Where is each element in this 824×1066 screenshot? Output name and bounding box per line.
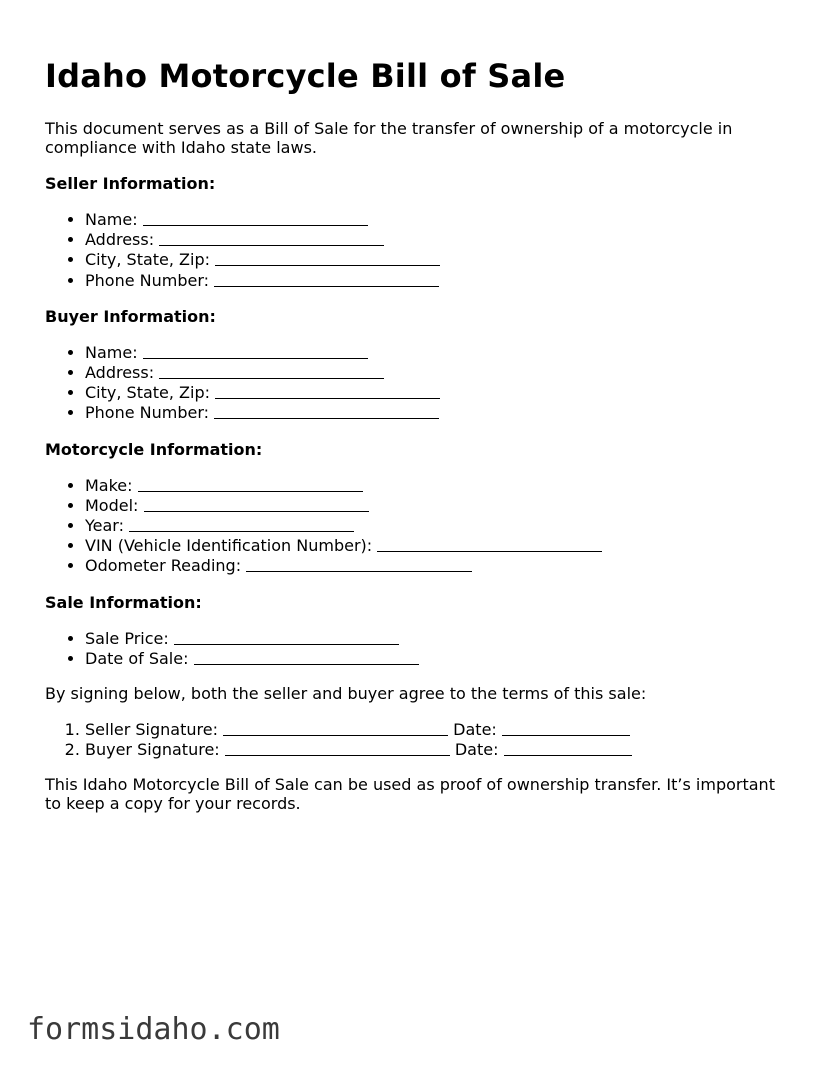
seller-heading: Seller Information: (45, 174, 216, 193)
motorcycle-fields-list (45, 475, 785, 576)
buyer-address-item (85, 362, 785, 382)
field-label: City, State, Zip: (85, 383, 211, 403)
signature-list (45, 719, 785, 759)
intro-paragraph: This document serves as a Bill of Sale for the transfer of ownership of a motorcycle in compliance with Idaho state laws. (45, 119, 733, 157)
field-label: Phone Number: (85, 270, 210, 290)
date-label: Date: (454, 740, 499, 760)
sale-heading: Sale Information: (45, 592, 202, 612)
seller-signature-blank[interactable] (223, 720, 448, 736)
closing-paragraph: This Idaho Motorcycle Bill of Sale can be used as proof of ownership transfer. It’s important to keep a copy for your records. (45, 775, 775, 814)
motorcycle-vin-blank[interactable] (377, 536, 602, 552)
site-watermark: formsidaho.com (27, 1012, 280, 1047)
buyer-phone-item (85, 402, 785, 422)
seller-signature-item (85, 719, 785, 739)
sale-date-blank[interactable] (194, 649, 419, 665)
motorcycle-model-item (85, 495, 785, 515)
motorcycle-make-blank[interactable] (138, 476, 363, 492)
buyer-heading: Buyer Information: (45, 306, 216, 326)
sale-fields-list (45, 628, 785, 668)
buyer-name-blank[interactable] (143, 343, 368, 359)
field-label: Year: (85, 516, 124, 536)
buyer-date-blank[interactable] (504, 740, 632, 756)
buyer-address-blank[interactable] (159, 363, 384, 379)
date-label: Date: (453, 720, 497, 740)
seller-phone-blank[interactable] (214, 271, 439, 287)
field-label: Date of Sale: (85, 648, 189, 668)
seller-name-blank[interactable] (143, 210, 368, 226)
sale-date-item (85, 648, 785, 668)
buyer-signature-item (85, 739, 785, 759)
field-label: Sale Price: (85, 628, 169, 648)
motorcycle-odometer-item (85, 555, 785, 575)
buyer-city-item (85, 382, 785, 402)
seller-city-blank[interactable] (215, 250, 440, 266)
motorcycle-make-item (85, 475, 785, 495)
field-label: Make: (85, 475, 133, 495)
seller-phone-item (85, 270, 785, 290)
page-title: Idaho Motorcycle Bill of Sale (45, 57, 566, 95)
seller-fields-list (45, 209, 785, 290)
motorcycle-heading: Motorcycle Information: (45, 439, 263, 459)
buyer-name-item (85, 342, 785, 362)
field-label: Odometer Reading: (85, 556, 242, 576)
buyer-city-blank[interactable] (215, 383, 440, 399)
field-label: VIN (Vehicle Identification Number): (85, 536, 373, 556)
signature-label: Buyer Signature: (85, 740, 220, 760)
seller-name-item (85, 209, 785, 229)
seller-address-item (85, 229, 785, 249)
document-page (45, 56, 785, 813)
field-label: Address: (85, 363, 155, 383)
field-label: Name: (85, 342, 138, 362)
sale-price-item (85, 628, 785, 648)
field-label: Phone Number: (85, 403, 210, 423)
buyer-signature-blank[interactable] (225, 740, 450, 756)
seller-date-blank[interactable] (502, 720, 630, 736)
buyer-fields-list (45, 342, 785, 423)
motorcycle-odometer-blank[interactable] (246, 556, 472, 572)
agreement-paragraph: By signing below, both the seller and buyer agree to the terms of this sale: (45, 684, 647, 704)
motorcycle-vin-item (85, 535, 785, 555)
field-label: City, State, Zip: (85, 250, 211, 270)
sale-price-blank[interactable] (174, 629, 399, 645)
motorcycle-year-blank[interactable] (129, 516, 354, 532)
buyer-phone-blank[interactable] (214, 403, 439, 419)
seller-address-blank[interactable] (159, 230, 384, 246)
field-label: Address: (85, 230, 155, 250)
seller-city-item (85, 249, 785, 269)
signature-label: Seller Signature: (85, 720, 218, 740)
field-label: Model: (85, 495, 139, 515)
motorcycle-year-item (85, 515, 785, 535)
motorcycle-model-blank[interactable] (144, 496, 369, 512)
field-label: Name: (85, 210, 138, 229)
